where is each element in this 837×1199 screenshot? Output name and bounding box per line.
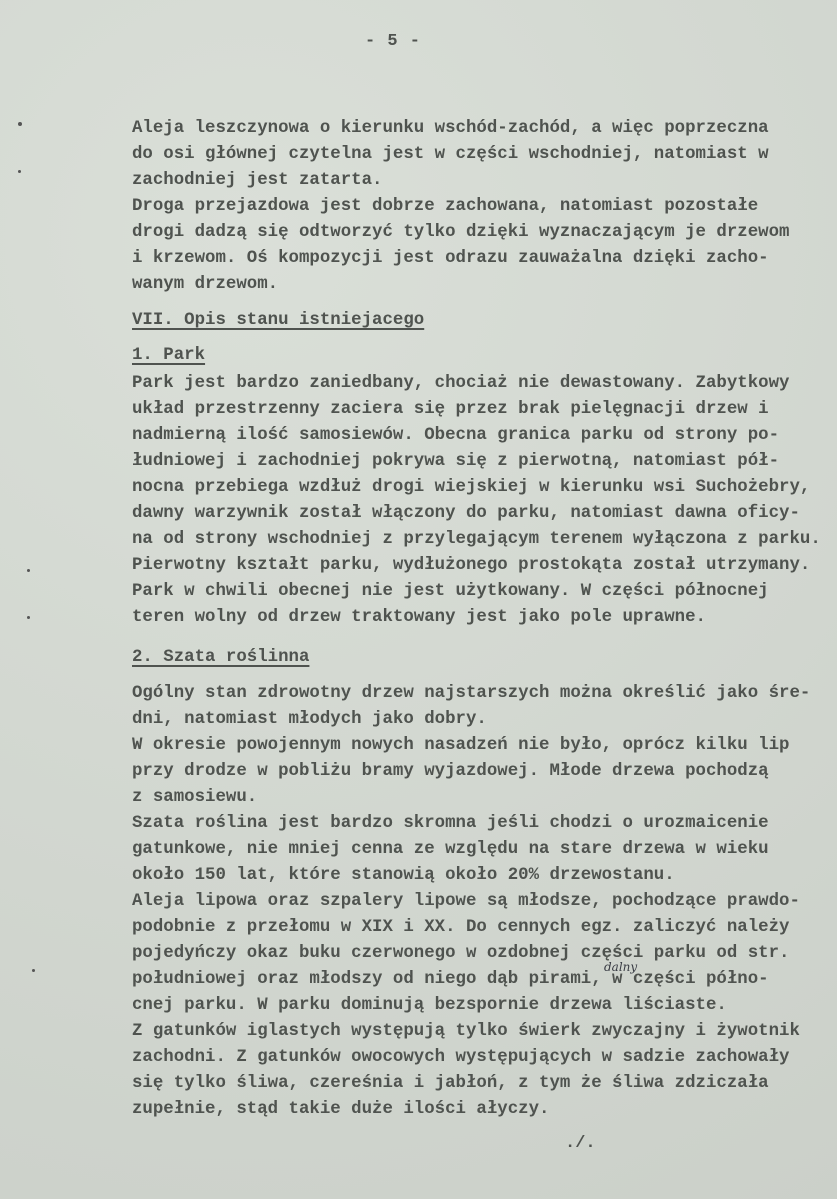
text-line: zachodni. Z gatunków owocowych występujących w sadzie zachowały xyxy=(132,1048,790,1067)
text-line: się tylko śliwa, czereśnia i jabłoń, z tym że śliwa zdziczała xyxy=(132,1074,769,1093)
text-line: teren wolny od drzew traktowany jest jako pole uprawne. xyxy=(132,608,706,627)
margin-mark xyxy=(32,969,35,972)
text-line: nadmierną ilość samosiewów. Obecna granica parku od strony po- xyxy=(132,426,780,445)
text-line: pojedyńczy okaz buku czerwonego w ozdobnej części parku od str. xyxy=(132,944,790,963)
text-line: na od strony wschodniej z przylegającym terenem wyłączona z parku. xyxy=(132,530,821,549)
text-line: układ przestrzenny zaciera się przez brak pielęgnacji drzew i xyxy=(132,400,769,419)
margin-mark xyxy=(18,122,22,126)
text-line: Ogólny stan zdrowotny drzew najstarszych można określić jako śre- xyxy=(132,684,811,703)
text-line: Pierwotny kształt parku, wydłużonego prostokąta został utrzymany. xyxy=(132,556,811,575)
text-line: Z gatunków iglastych występują tylko świerk zwyczajny i żywotnik xyxy=(132,1022,800,1041)
text-line: przy drodze w pobliżu bramy wyjazdowej. Młode drzewa pochodzą xyxy=(132,762,769,781)
page-number: - 5 - xyxy=(365,32,422,51)
text-line: W okresie powojennym nowych nasadzeń nie było, oprócz kilku lip xyxy=(132,736,790,755)
szata-heading: 2. Szata roślinna xyxy=(132,648,310,667)
text-line: do osi głównej czytelna jest w części wschodniej, natomiast w xyxy=(132,145,769,164)
park-heading: 1. Park xyxy=(132,346,206,365)
document-body xyxy=(132,116,822,1123)
text-line: cnej parku. W parku dominują bezspornie drzewa liściaste. xyxy=(132,996,727,1015)
text-line: dni, natomiast młodych jako dobry. xyxy=(132,710,487,729)
intro-paragraph xyxy=(132,116,822,298)
szata-paragraph xyxy=(132,681,822,1123)
text-line: południowej oraz młodszy od niego dąb pirami, w części półno- xyxy=(132,970,769,989)
text-line: łudniowej i zachodniej pokrywa się z pierwotną, natomiast pół- xyxy=(132,452,780,471)
park-paragraph xyxy=(132,371,822,631)
text-line: drogi dadzą się odtworzyć tylko dzięki wyznaczającym je drzewom xyxy=(132,223,790,242)
continuation-mark: ./. xyxy=(565,1134,596,1153)
text-line: i krzewom. Oś kompozycji jest odrazu zauważalna dzięki zacho- xyxy=(132,249,769,268)
text-line: z samosiewu. xyxy=(132,788,258,807)
text-line: dawny warzywnik został włączony do parku, natomiast dawna oficy- xyxy=(132,504,800,523)
text-line: około 150 lat, które stanowią około 20% drzewostanu. xyxy=(132,866,675,885)
text-line: nocna przebiega wzdłuż drogi wiejskiej w kierunku wsi Suchożebry, xyxy=(132,478,811,497)
text-line: gatunkowe, nie mniej cenna ze względu na stare drzewa w wieku xyxy=(132,840,769,859)
text-line: zachodniej jest zatarta. xyxy=(132,171,383,190)
text-line: Szata roślina jest bardzo skromna jeśli chodzi o urozmaicenie xyxy=(132,814,769,833)
margin-mark xyxy=(27,616,30,619)
text-line: Park w chwili obecnej nie jest użytkowany. W części północnej xyxy=(132,582,769,601)
handwritten-insert: dalny xyxy=(604,960,638,974)
section-heading: VII. Opis stanu istniejacego xyxy=(132,311,425,330)
margin-mark xyxy=(27,569,30,572)
text-line: Aleja leszczynowa o kierunku wschód-zachód, a więc poprzeczna xyxy=(132,119,769,138)
margin-mark xyxy=(18,170,21,173)
text-line: zupełnie, stąd takie duże ilości ałyczy. xyxy=(132,1100,550,1119)
text-line: Droga przejazdowa jest dobrze zachowana, natomiast pozostałe xyxy=(132,197,759,216)
text-line: podobnie z przełomu w XIX i XX. Do cennych egz. zaliczyć należy xyxy=(132,918,790,937)
text-line: wanym drzewom. xyxy=(132,275,279,294)
text-line: Aleja lipowa oraz szpalery lipowe są młodsze, pochodzące prawdo- xyxy=(132,892,800,911)
text-line: Park jest bardzo zaniedbany, chociaż nie dewastowany. Zabytkowy xyxy=(132,374,790,393)
